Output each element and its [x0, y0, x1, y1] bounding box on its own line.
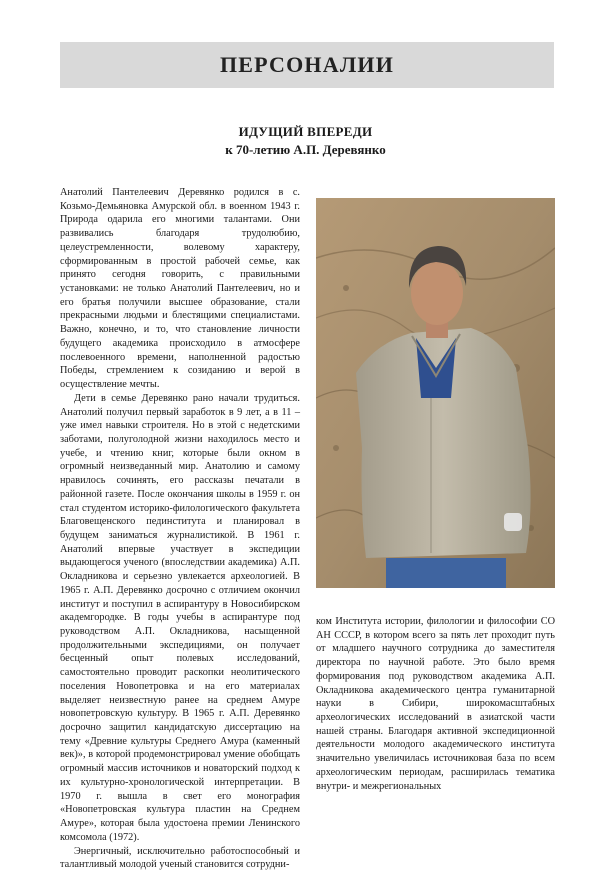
left-column	[60, 186, 300, 872]
paragraph-1: Анатолий Пантелеевич Деревянко родился в с. Козьмо-Демьяновка Амурской обл. в военном 1943 г. Природа одарила его многими талантами. Они развивались благодаря трудолюбию, целеустремленности, волевому характеру, сформированным в простой рабочей семье, как принято сегодня говорить, с правильными установками: не только Анатолий Пантелеевич, но и его братья получили высшее образование, стали прекрасными людьми и блестящими специалистами. Важно, конечно, и то, что становление личности будущего академика происходило в атмосфере послевоенного времени, наполненной радостью Победы, стремлением к созиданию и верой в осуществление мечты.	[60, 187, 300, 391]
portrait-photo	[316, 198, 555, 588]
paragraph-3: Энергичный, исключительно работоспособный и талантливый молодой ученый становится сотрудни-	[60, 845, 300, 871]
article-subtitle: к 70-летию А.П. Деревянко	[225, 142, 386, 157]
face	[411, 261, 463, 325]
article-title: ИДУЩИЙ ВПЕРЕДИ	[238, 124, 373, 139]
paragraph-4: ком Института истории, филологии и философии СО АН СССР, в котором всего за пять лет проходит путь от младшего научного сотрудника до заместителя директора по научной работе. Это было время формирования под руководством академика А.П. Окладникова академического центра гуманитарной науки в Сибири, широкомасштабных археологических исследований в азиатской части нашей страны. Благодаря активной экспедиционной деятельности молодого академического института значительно увеличилась источниковая база по всем археологическим периодам, расширилась тематика внутри- и межрегиональных	[316, 616, 555, 792]
jeans	[386, 558, 506, 588]
right-column	[316, 615, 555, 793]
paragraph-2: Дети в семье Деревянко рано начали трудиться. Анатолий получил первый заработок в 9 лет, а в 11 – уже имел навыки строителя. Но в этой с недетскими заботами, полуголодной жизни находилось место и учебе, и чтению книг, которые были окном в огромный неизведанный мир. Анатолию и самому нравилось сочинять, его рассказы печатали в районной газете. После окончания школы в 1959 г. он стал студентом историко-филологического факультета Благовещенского пединститута и планировал в будущем заниматься журналистикой. В 1961 г. Анатолий впервые участвует в экспедиции выдающегося ученого (впоследствии академика) А.П. Окладникова и серьезно увлекается археологией. В 1965 г. А.П. Деревянко досрочно с отличием окончил институт и поступил в аспирантуру в Новосибирском академгородке. В годы учебы в аспирантуре под руководством А.П. Окладникова, насыщенной продолжительными экспедициями, он получает бесценный опыт полевых исследований, самостоятельно проводит раскопки неолитического поселения Новопетровка и на его материалах выделяет неизвестную ранее на среднем Амуре новопетровскую культуру. В 1965 г. А.П. Деревянко досрочно защитил кандидатскую диссертацию на тему «Древние культуры Среднего Амура (каменный век)», в которой продемонстрировал умение обобщать огромный массив источников и новаторский подход к их культурно-хронологической интерпретации. В 1970 г. вышла в свет его монография «Новопетровская культура пластин на Среднем Амуре», которая была удостоена премии Ленинского комсомола (1972).	[60, 392, 300, 843]
section-header	[60, 42, 554, 88]
section-title: ПЕРСОНАЛИИ	[219, 52, 395, 77]
